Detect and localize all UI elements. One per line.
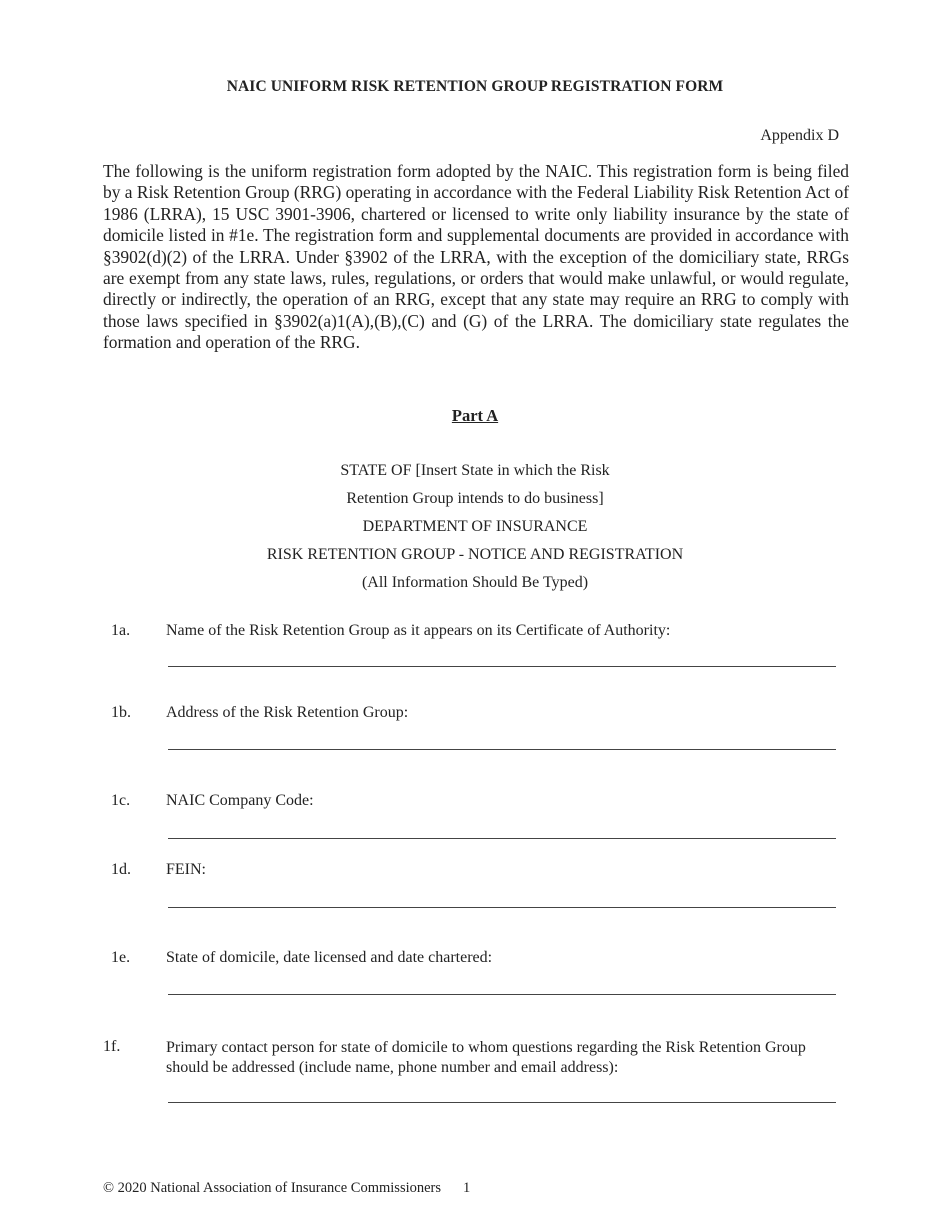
appendix-label: Appendix D [760,127,839,144]
answer-line-1f[interactable] [168,1102,836,1103]
item-label-1f: Primary contact person for state of domicile to whom questions regarding the Risk Retention Group should be addressed (include name, phone number and email address): [166,1039,806,1076]
item-label-1a: Name of the Risk Retention Group as it appears on its Certificate of Authority: [166,622,671,639]
answer-line-1e[interactable] [168,994,836,995]
footer [103,1180,470,1197]
item-label-1c: NAIC Company Code: [166,792,314,809]
typed-instruction-line: (All Information Should Be Typed) [361,574,589,591]
item-number-1a: 1a. [111,622,131,639]
item-label-1b: Address of the Risk Retention Group: [166,704,409,721]
state-line-1: STATE OF [Insert State in which the Risk [340,462,610,479]
answer-line-1b[interactable] [168,749,836,750]
item-number-1f: 1f. [103,1038,121,1055]
page-number: 1 [463,1180,471,1196]
part-a-heading: Part A [451,406,499,425]
item-number-1c: 1c. [111,792,131,809]
item-number-1e: 1e. [111,949,131,966]
answer-line-1d[interactable] [168,907,836,908]
item-number-1d: 1d. [111,861,131,878]
item-label-1d: FEIN: [166,861,206,878]
intro-paragraph: The following is the uniform registration form adopted by the NAIC. This registration form is being filed by a Risk Retention Group (RRG) operating in accordance with the Federal Liability Risk Retention Act of 1986 (LRRA), 15 USC 3901-3906, chartered or licensed to write only liability insurance by the state of domicile listed in #1e. The registration form and supplemental documents are provided in accordance with §3902(d)(2) of the LRRA. Under §3902 of the LRRA, with the exception of the domiciliary state, RRGs are exempt from any state laws, rules, regulations, or orders that would make unlawful, or would regulate, directly or indirectly, the operation of an RRG, except that any state may require an RRG to comply with those laws specified in §3902(a)1(A),(B),(C) and (G) of the LRRA. The domiciliary state regulates the formation and operation of the RRG. [103,161,849,353]
department-line: DEPARTMENT OF INSURANCE [362,518,588,535]
state-line-2: Retention Group intends to do business] [346,490,604,507]
form-title: NAIC UNIFORM RISK RETENTION GROUP REGISTRATION FORM [226,78,724,95]
copyright-text: © 2020 National Association of Insurance Commissioners [103,1180,442,1196]
answer-line-1c[interactable] [168,838,836,839]
answer-line-1a[interactable] [168,666,836,667]
notice-registration-line: RISK RETENTION GROUP - NOTICE AND REGISTRATION [266,546,684,563]
item-number-1b: 1b. [111,704,131,721]
item-label-1e: State of domicile, date licensed and date chartered: [166,949,493,966]
